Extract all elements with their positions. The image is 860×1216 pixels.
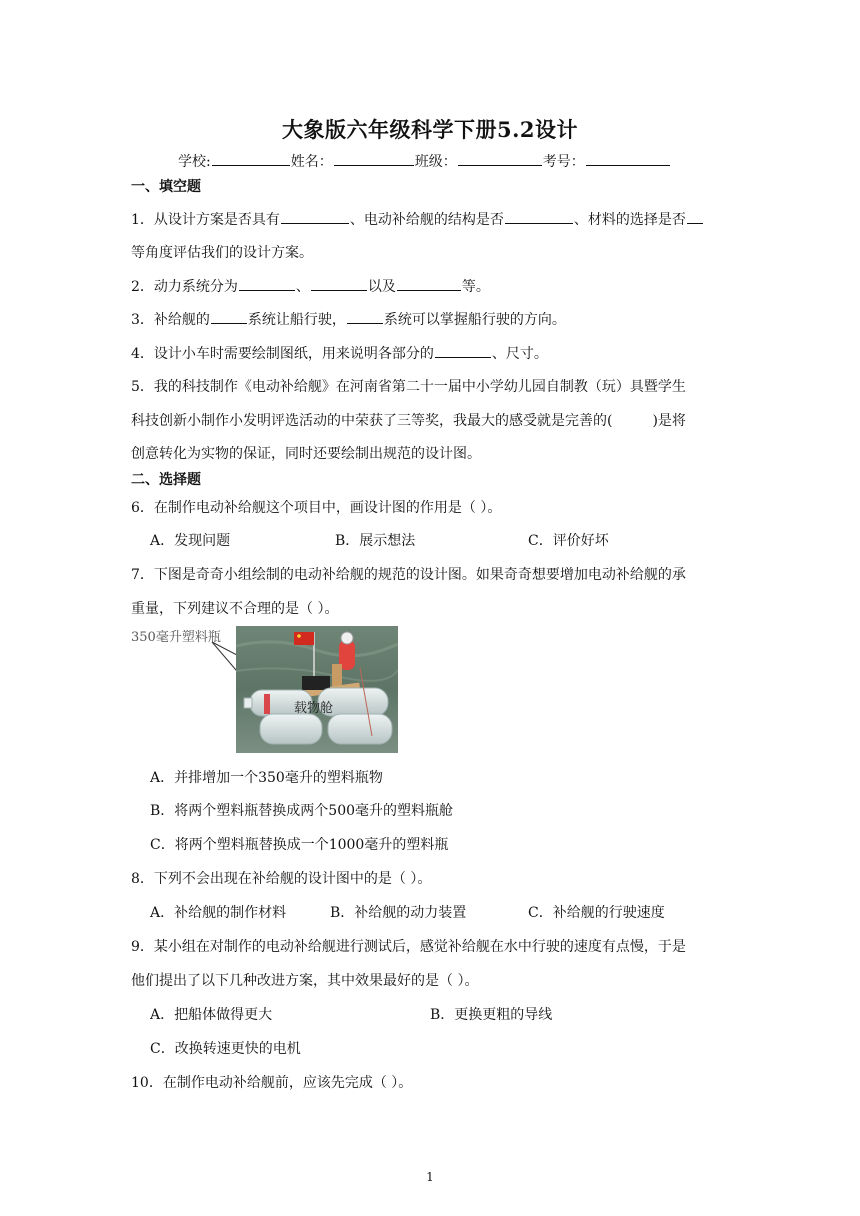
- name-label: 姓名：: [290, 154, 333, 170]
- q9-option-c[interactable]: C．改换转速更快的电机: [150, 1041, 301, 1057]
- section-heading-fill-in: 一、填空题: [131, 179, 201, 195]
- photo-bottle-label: 350毫升塑料瓶: [131, 630, 221, 645]
- class-label: 班级：: [414, 154, 457, 170]
- q5-text-a: 科技创新小制作小发明评选活动的中荣获了三等奖，我最大的感受就是完善的(: [131, 413, 613, 429]
- q7-option-b[interactable]: B．将两个塑料瓶替换成两个500毫升的塑料瓶舱: [150, 803, 454, 819]
- q6-option-c[interactable]: C．评价好坏: [528, 533, 609, 549]
- q5-text-b: )是将: [652, 413, 686, 429]
- q9-option-a[interactable]: A．把船体做得更大: [150, 1007, 273, 1023]
- q3-text-c: 系统可以掌握船行驶的方向。: [383, 312, 566, 328]
- question-5-line-1: 5．我的科技制作《电动补给舰》在河南省第二十一届中小学幼儿园自制教（玩）具暨学生: [131, 379, 686, 395]
- exam-no-blank[interactable]: [586, 151, 670, 166]
- q3-text-b: 系统让船行驶，: [247, 312, 346, 328]
- q1-blank-1[interactable]: [281, 209, 349, 224]
- q1-blank-3[interactable]: [687, 209, 703, 224]
- q1-blank-2[interactable]: [505, 209, 573, 224]
- q3-text-a: 3．补给舰的: [131, 312, 210, 328]
- question-1-line-2: 等角度评估我们的设计方案。: [131, 245, 313, 261]
- name-blank[interactable]: [334, 151, 414, 166]
- q2-blank-2[interactable]: [311, 276, 367, 291]
- page-number: 1: [426, 1170, 434, 1184]
- question-4: [131, 343, 548, 363]
- boat-photo: [236, 626, 398, 753]
- q8-option-b[interactable]: B．补给舰的动力装置: [330, 905, 467, 921]
- q9-option-b[interactable]: B．更换更粗的导线: [430, 1007, 553, 1023]
- question-9-line-1: 9．某小组在对制作的电动补给舰进行测试后，感觉补给舰在水中行驶的速度有点慢，于是: [131, 939, 686, 955]
- q7-option-c[interactable]: C．将两个塑料瓶替换成一个1000毫升的塑料瓶: [150, 837, 449, 853]
- q1-text-b: 、电动补给舰的结构是否: [349, 212, 504, 228]
- q4-text-b: 、尺寸。: [491, 346, 548, 362]
- q8-option-a[interactable]: A．补给舰的制作材料: [150, 905, 287, 921]
- q2-text-b: 、: [295, 279, 310, 295]
- page-title: 大象版六年级科学下册5.2设计: [281, 117, 579, 142]
- question-9-line-2: 他们提出了以下几种改进方案，其中效果最好的是（ ）。: [131, 973, 479, 989]
- q8-option-c[interactable]: C．补给舰的行驶速度: [528, 905, 665, 921]
- q7-option-a[interactable]: A．并排增加一个350毫升的塑料瓶物: [150, 770, 383, 786]
- section-heading-multiple-choice: 二、选择题: [131, 472, 201, 488]
- question-5-line-2: [131, 410, 686, 430]
- q4-text-a: 4．设计小车时需要绘制图纸，用来说明各部分的: [131, 346, 434, 362]
- q3-blank-2[interactable]: [347, 309, 383, 324]
- q4-blank-1[interactable]: [435, 343, 491, 358]
- exam-no-label: 考号：: [542, 154, 585, 170]
- q6-option-a[interactable]: A．发现问题: [150, 533, 231, 549]
- q2-text-a: 2．动力系统分为: [131, 279, 238, 295]
- photo-caption: 载物舱: [294, 701, 334, 716]
- question-8: 8．下列不会出现在补给舰的设计图中的是（ ）。: [131, 871, 432, 887]
- q2-text-d: 等。: [461, 279, 490, 295]
- question-7-line-1: 7．下图是奇奇小组绘制的电动补给舰的规范的设计图。如果奇奇想要增加电动补给舰的承: [131, 567, 686, 583]
- q1-text-c: 、材料的选择是否: [573, 212, 686, 228]
- q1-text-a: 1．从设计方案是否具有: [131, 212, 280, 228]
- class-blank[interactable]: [458, 151, 542, 166]
- question-1-line-1: [131, 209, 704, 229]
- question-5-line-3: 创意转化为实物的保证，同时还要绘制出规范的设计图。: [131, 446, 481, 462]
- question-10: 10．在制作电动补给舰前，应该先完成（ ）。: [131, 1075, 413, 1091]
- q6-option-b[interactable]: B．展示想法: [335, 533, 416, 549]
- q2-blank-1[interactable]: [239, 276, 295, 291]
- q2-text-c: 以及: [367, 279, 396, 295]
- q3-blank-1[interactable]: [211, 309, 247, 324]
- question-6: 6．在制作电动补给舰这个项目中，画设计图的作用是（ ）。: [131, 500, 502, 516]
- question-2: [131, 276, 490, 296]
- school-blank[interactable]: [212, 151, 290, 166]
- boat-illustration: [236, 626, 398, 753]
- question-7-line-2: 重量，下列建议不合理的是（ ）。: [131, 601, 339, 617]
- student-info-row: [178, 151, 671, 171]
- question-3: [131, 309, 566, 329]
- q2-blank-3[interactable]: [397, 276, 461, 291]
- school-label: 学校:: [178, 154, 211, 170]
